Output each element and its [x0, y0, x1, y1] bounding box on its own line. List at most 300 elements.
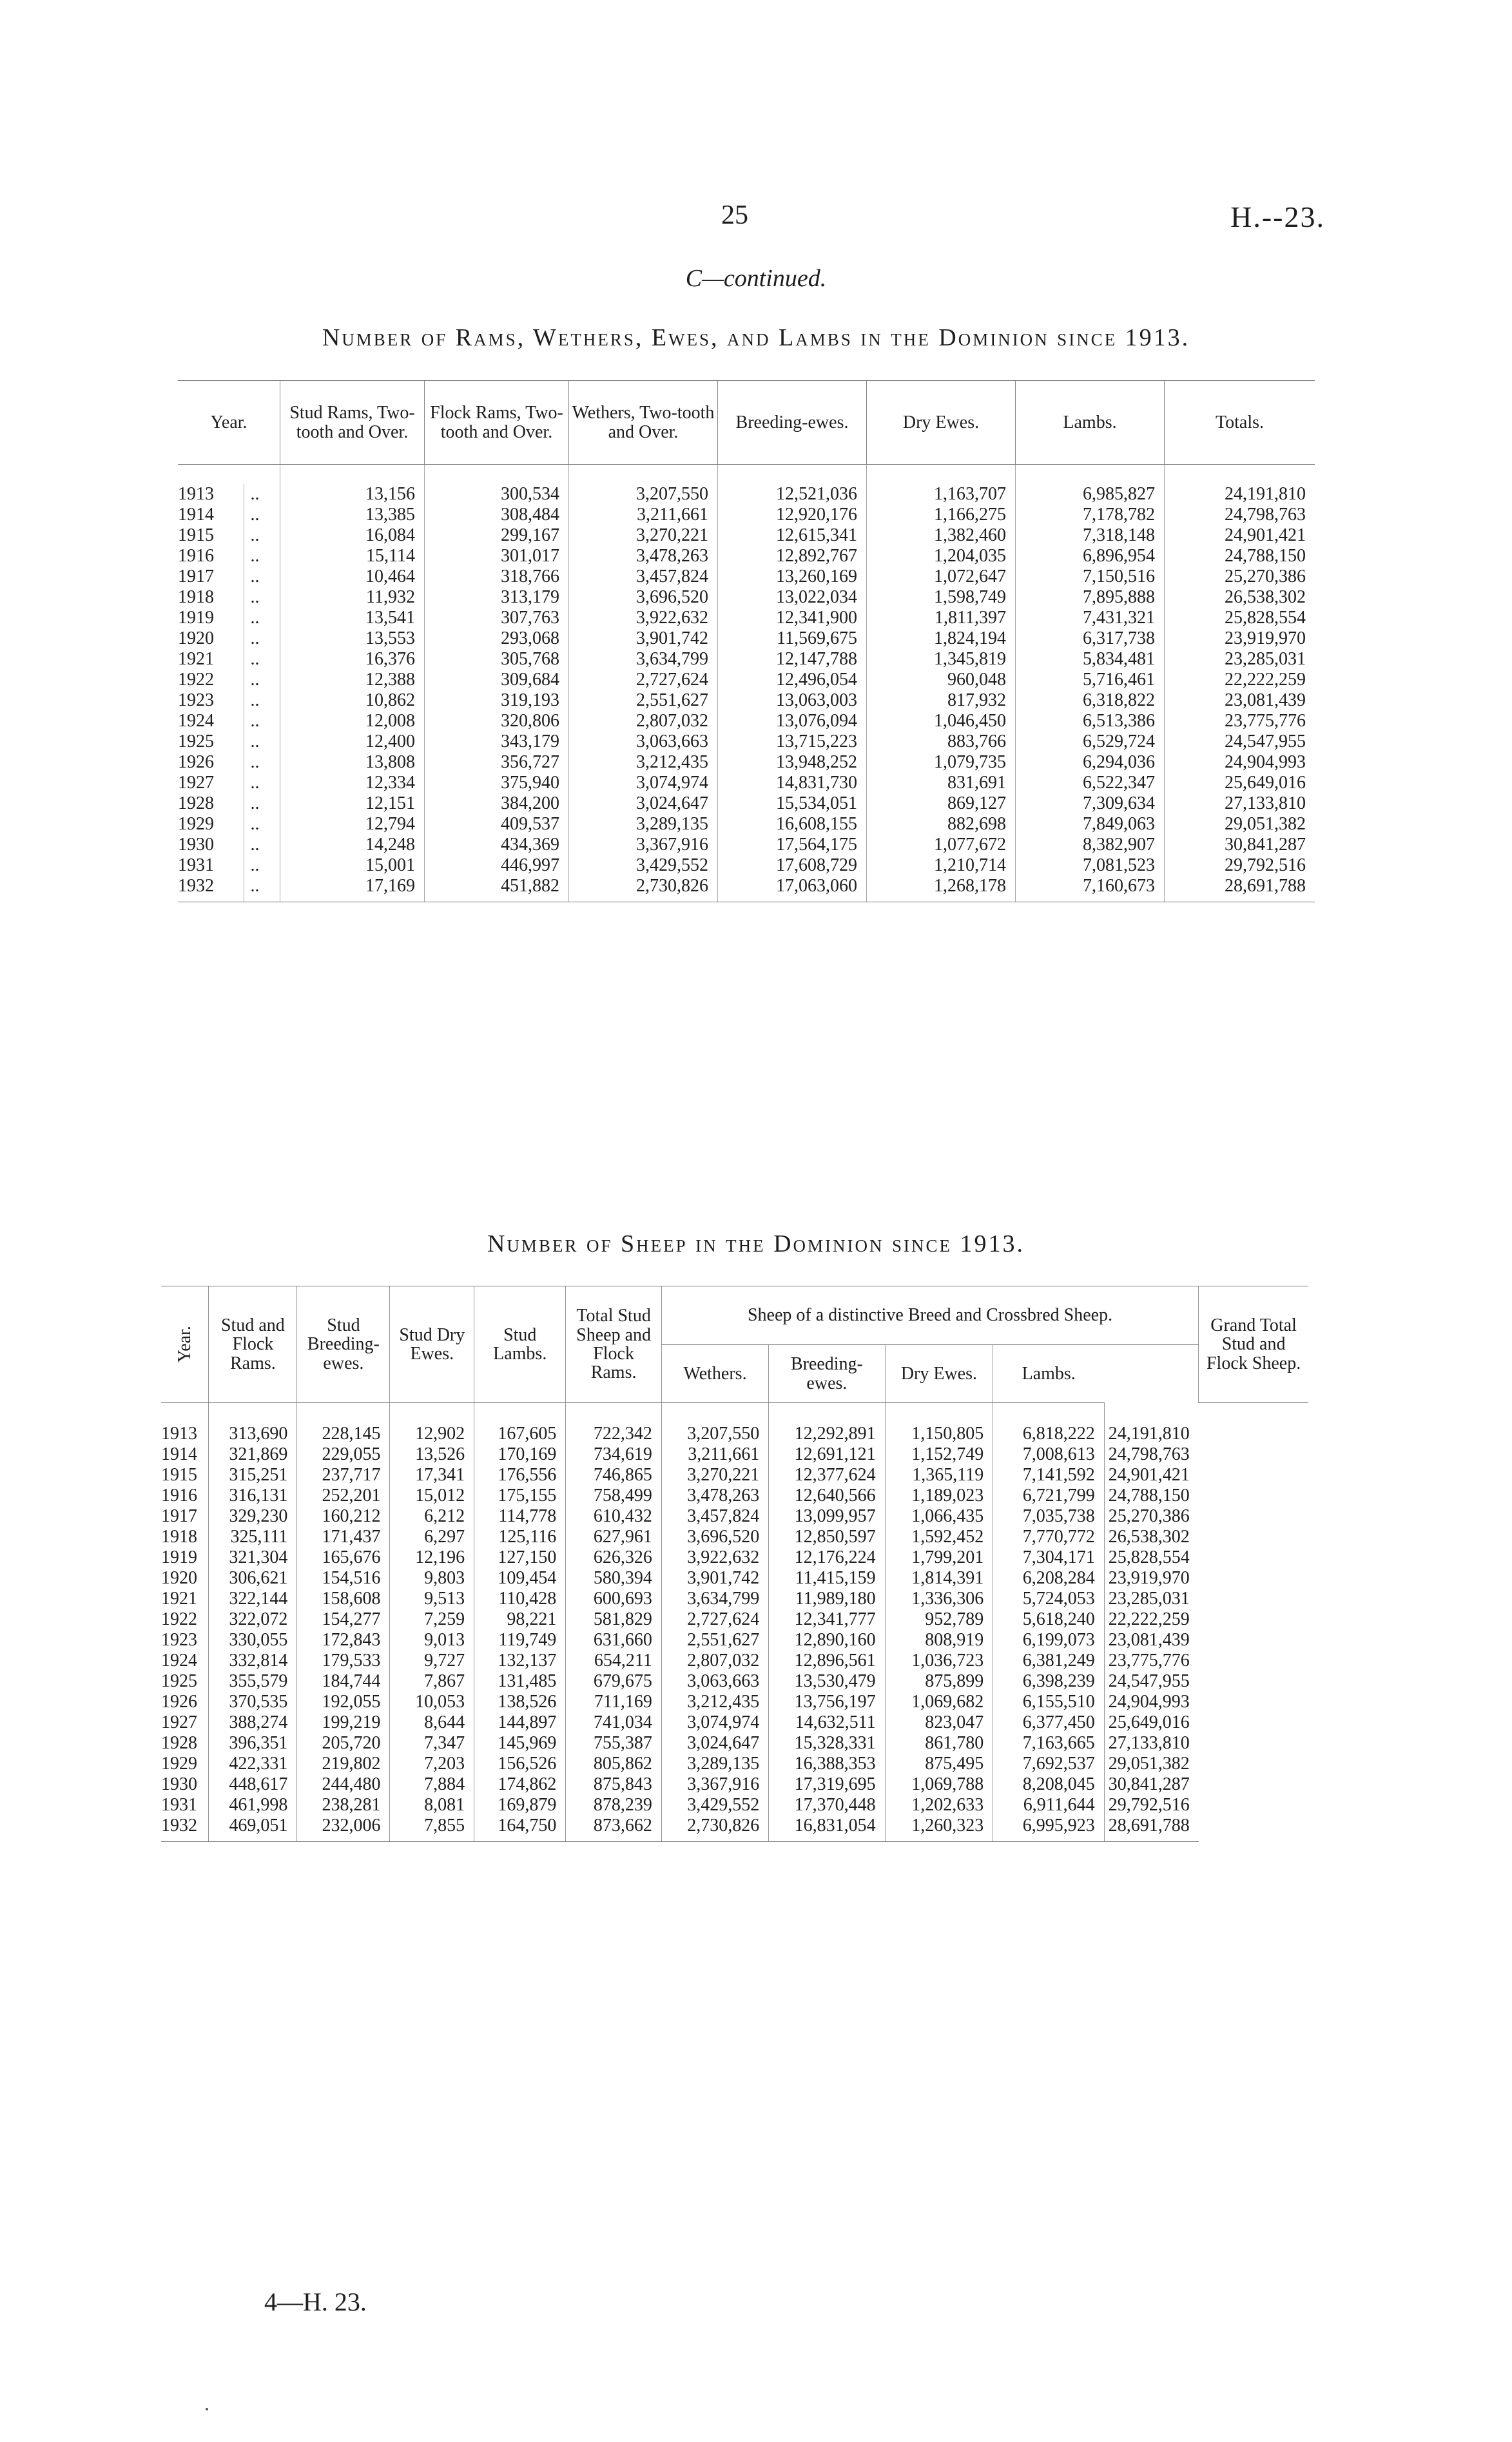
- value-cell: 6,318,822: [1016, 690, 1165, 711]
- value-cell: 1,260,323: [885, 1816, 993, 1842]
- year-cell: 1913: [178, 484, 214, 504]
- year-cell: 1929: [161, 1754, 197, 1774]
- value-cell: 9,803: [390, 1568, 474, 1589]
- value-cell: 422,331: [209, 1754, 297, 1774]
- value-cell: 15,534,051: [718, 793, 867, 814]
- leader-dots: ..: [244, 525, 280, 546]
- value-cell: 127,150: [474, 1547, 566, 1568]
- table-row: [161, 1486, 1308, 1506]
- value-cell: 320,806: [425, 711, 569, 732]
- value-cell: 610,432: [566, 1506, 662, 1527]
- value-cell: 6,212: [390, 1506, 474, 1527]
- value-cell: 24,904,993: [1165, 752, 1315, 773]
- value-cell: 23,919,970: [1104, 1568, 1199, 1589]
- col-grand-total: Grand Total Stud and Flock Sheep.: [1199, 1286, 1308, 1403]
- value-cell: 12,496,054: [718, 670, 867, 690]
- value-cell: 3,212,435: [569, 752, 718, 773]
- value-cell: 26,538,302: [1165, 587, 1315, 608]
- value-cell: 7,867: [390, 1671, 474, 1692]
- value-cell: 17,341: [390, 1465, 474, 1486]
- value-cell: 238,281: [297, 1795, 390, 1816]
- value-cell: 27,133,810: [1104, 1733, 1199, 1754]
- value-cell: 164,750: [474, 1816, 566, 1842]
- value-cell: 1,365,119: [885, 1465, 993, 1486]
- value-cell: 301,017: [425, 546, 569, 567]
- value-cell: 13,385: [280, 505, 425, 525]
- value-cell: 167,605: [474, 1424, 566, 1444]
- value-cell: 300,534: [425, 484, 569, 505]
- table-row: [178, 793, 1315, 814]
- value-cell: 1,202,633: [885, 1795, 993, 1816]
- year-cell: 1917: [178, 567, 214, 586]
- value-cell: 3,634,799: [569, 649, 718, 670]
- value-cell: 758,499: [566, 1486, 662, 1506]
- value-cell: 154,516: [297, 1568, 390, 1589]
- value-cell: 1,072,647: [867, 567, 1016, 587]
- value-cell: 581,829: [566, 1609, 662, 1630]
- value-cell: 25,270,386: [1165, 567, 1315, 587]
- value-cell: 158,608: [297, 1589, 390, 1609]
- value-cell: 145,969: [474, 1733, 566, 1754]
- col-lambs: Lambs.: [1016, 381, 1165, 465]
- leader-dots: ..: [244, 505, 280, 525]
- value-cell: 199,219: [297, 1712, 390, 1733]
- table-row: [161, 1465, 1308, 1486]
- value-cell: 3,207,550: [661, 1424, 768, 1444]
- value-cell: 13,530,479: [769, 1671, 885, 1692]
- value-cell: 2,807,032: [661, 1651, 768, 1671]
- value-cell: 25,828,554: [1165, 608, 1315, 628]
- value-cell: 3,478,263: [569, 546, 718, 567]
- value-cell: 24,901,421: [1104, 1465, 1199, 1486]
- value-cell: 7,259: [390, 1609, 474, 1630]
- year-cell: 1915: [178, 525, 214, 545]
- table-row: [161, 1609, 1308, 1630]
- value-cell: 172,843: [297, 1630, 390, 1651]
- value-cell: 5,716,461: [1016, 670, 1165, 690]
- value-cell: 11,415,159: [769, 1568, 885, 1589]
- value-cell: 30,841,287: [1104, 1774, 1199, 1795]
- value-cell: 5,618,240: [993, 1609, 1104, 1630]
- table-row: [178, 752, 1315, 773]
- value-cell: 952,789: [885, 1609, 993, 1630]
- value-cell: 12,377,624: [769, 1465, 885, 1486]
- year-cell: 1915: [161, 1465, 197, 1485]
- value-cell: 144,897: [474, 1712, 566, 1733]
- value-cell: 3,429,552: [661, 1795, 768, 1816]
- value-cell: 307,763: [425, 608, 569, 628]
- year-cell: 1926: [161, 1692, 197, 1712]
- value-cell: 13,541: [280, 608, 425, 628]
- value-cell: 132,137: [474, 1651, 566, 1671]
- table-1-header-row: [178, 381, 1315, 465]
- table-row: [178, 649, 1315, 670]
- year-cell: 1928: [161, 1733, 197, 1753]
- value-cell: 7,150,516: [1016, 567, 1165, 587]
- table-row: [178, 835, 1315, 855]
- value-cell: 306,621: [209, 1568, 297, 1589]
- value-cell: 13,715,223: [718, 732, 867, 752]
- leader-dots: ..: [244, 814, 280, 835]
- value-cell: 175,155: [474, 1486, 566, 1506]
- value-cell: 13,553: [280, 628, 425, 649]
- value-cell: 746,865: [566, 1465, 662, 1486]
- year-cell: 1917: [161, 1506, 197, 1526]
- table-row: [178, 525, 1315, 546]
- table-row: [178, 876, 1315, 902]
- value-cell: 12,151: [280, 793, 425, 814]
- col-flock-rams: Flock Rams, Two-tooth and Over.: [425, 381, 569, 465]
- value-cell: 6,297: [390, 1527, 474, 1547]
- value-cell: 448,617: [209, 1774, 297, 1795]
- value-cell: 3,063,663: [661, 1671, 768, 1692]
- value-cell: 154,277: [297, 1609, 390, 1630]
- value-cell: 174,862: [474, 1774, 566, 1795]
- value-cell: 461,998: [209, 1795, 297, 1816]
- value-cell: 8,382,907: [1016, 835, 1165, 855]
- value-cell: 12,892,767: [718, 546, 867, 567]
- table-row: [161, 1589, 1308, 1609]
- value-cell: 14,831,730: [718, 773, 867, 793]
- value-cell: 8,081: [390, 1795, 474, 1816]
- leader-dots: ..: [244, 608, 280, 628]
- year-cell: 1922: [178, 670, 214, 690]
- leader-dots: ..: [244, 752, 280, 773]
- value-cell: 831,691: [867, 773, 1016, 793]
- value-cell: 14,248: [280, 835, 425, 855]
- value-cell: 12,890,160: [769, 1630, 885, 1651]
- value-cell: 1,598,749: [867, 587, 1016, 608]
- value-cell: 332,814: [209, 1651, 297, 1671]
- value-cell: 1,077,672: [867, 835, 1016, 855]
- leader-dots: ..: [244, 855, 280, 876]
- value-cell: 808,919: [885, 1630, 993, 1651]
- year-cell: 1924: [161, 1651, 197, 1671]
- value-cell: 6,529,724: [1016, 732, 1165, 752]
- table-1-title: Number of Rams, Wethers, Ewes, and Lambs in the Dominion since 1913.: [322, 324, 1190, 351]
- year-cell: 1932: [161, 1816, 209, 1842]
- value-cell: 169,879: [474, 1795, 566, 1816]
- value-cell: 252,201: [297, 1486, 390, 1506]
- value-cell: 29,051,382: [1165, 814, 1315, 835]
- value-cell: 3,289,135: [569, 814, 718, 835]
- value-cell: 7,008,613: [993, 1444, 1104, 1465]
- table-row: [161, 1712, 1308, 1733]
- value-cell: 12,615,341: [718, 525, 867, 546]
- leader-dots: ..: [244, 876, 280, 902]
- value-cell: 8,208,045: [993, 1774, 1104, 1795]
- value-cell: 13,156: [280, 484, 425, 505]
- value-cell: 451,882: [425, 876, 569, 902]
- value-cell: 110,428: [474, 1589, 566, 1609]
- value-cell: 6,522,347: [1016, 773, 1165, 793]
- value-cell: 3,696,520: [661, 1527, 768, 1547]
- value-cell: 3,024,647: [661, 1733, 768, 1754]
- value-cell: 875,495: [885, 1754, 993, 1774]
- col-year: [161, 1286, 209, 1403]
- value-cell: 2,807,032: [569, 711, 718, 732]
- value-cell: 875,899: [885, 1671, 993, 1692]
- value-cell: 17,063,060: [718, 876, 867, 902]
- value-cell: 960,048: [867, 670, 1016, 690]
- year-cell: 1921: [178, 649, 214, 669]
- year-cell: 1921: [161, 1589, 197, 1609]
- value-cell: 6,398,239: [993, 1671, 1104, 1692]
- value-cell: 434,369: [425, 835, 569, 855]
- value-cell: 1,592,452: [885, 1527, 993, 1547]
- value-cell: 17,169: [280, 876, 425, 902]
- table-row: [161, 1754, 1308, 1774]
- value-cell: 2,727,624: [661, 1609, 768, 1630]
- value-cell: 7,770,772: [993, 1527, 1104, 1547]
- value-cell: 3,063,663: [569, 732, 718, 752]
- col-wethers: Wethers, Two-tooth and Over.: [569, 381, 718, 465]
- leader-dots: ..: [244, 484, 280, 505]
- value-cell: 722,342: [566, 1424, 662, 1444]
- value-cell: 1,069,788: [885, 1774, 993, 1795]
- value-cell: 10,464: [280, 567, 425, 587]
- value-cell: 13,948,252: [718, 752, 867, 773]
- col-breeding-ewes: Breeding-ewes.: [769, 1345, 885, 1403]
- value-cell: 25,649,016: [1165, 773, 1315, 793]
- value-cell: 3,922,632: [569, 608, 718, 628]
- year-cell: 1931: [178, 855, 214, 875]
- value-cell: 119,749: [474, 1630, 566, 1651]
- value-cell: 384,200: [425, 793, 569, 814]
- year-cell: 1914: [178, 505, 214, 525]
- value-cell: 3,696,520: [569, 587, 718, 608]
- value-cell: 23,919,970: [1165, 628, 1315, 649]
- value-cell: 22,222,259: [1165, 670, 1315, 690]
- value-cell: 1,163,707: [867, 484, 1016, 505]
- value-cell: 11,932: [280, 587, 425, 608]
- value-cell: 15,001: [280, 855, 425, 876]
- page-number: 25: [721, 200, 748, 230]
- value-cell: 13,808: [280, 752, 425, 773]
- value-cell: 3,270,221: [569, 525, 718, 546]
- col-wethers: Wethers.: [661, 1345, 768, 1403]
- value-cell: 15,114: [280, 546, 425, 567]
- value-cell: 229,055: [297, 1444, 390, 1465]
- col-dry-ewes: Dry Ewes.: [867, 381, 1016, 465]
- table-row: [161, 1568, 1308, 1589]
- value-cell: 14,632,511: [769, 1712, 885, 1733]
- value-cell: 1,150,805: [885, 1424, 993, 1444]
- value-cell: 7,855: [390, 1816, 474, 1842]
- table-row: [161, 1527, 1308, 1547]
- value-cell: 3,207,550: [569, 484, 718, 505]
- value-cell: 318,766: [425, 567, 569, 587]
- value-cell: 26,538,302: [1104, 1527, 1199, 1547]
- value-cell: 1,066,435: [885, 1506, 993, 1527]
- value-cell: 24,901,421: [1165, 525, 1315, 546]
- value-cell: 25,270,386: [1104, 1506, 1199, 1527]
- value-cell: 16,084: [280, 525, 425, 546]
- value-cell: 13,260,169: [718, 567, 867, 587]
- value-cell: 6,896,954: [1016, 546, 1165, 567]
- value-cell: 29,051,382: [1104, 1754, 1199, 1774]
- value-cell: 7,318,148: [1016, 525, 1165, 546]
- value-cell: 325,111: [209, 1527, 297, 1547]
- value-cell: 12,794: [280, 814, 425, 835]
- value-cell: 8,644: [390, 1712, 474, 1733]
- value-cell: 16,376: [280, 649, 425, 670]
- value-cell: 11,989,180: [769, 1589, 885, 1609]
- value-cell: 330,055: [209, 1630, 297, 1651]
- leader-dots: ..: [244, 628, 280, 649]
- value-cell: 1,204,035: [867, 546, 1016, 567]
- value-cell: 12,176,224: [769, 1547, 885, 1568]
- table-row: [178, 505, 1315, 525]
- table-row: [178, 484, 1315, 505]
- value-cell: 9,727: [390, 1651, 474, 1671]
- value-cell: 3,270,221: [661, 1465, 768, 1486]
- col-dry-ewes: Dry Ewes.: [885, 1345, 993, 1403]
- value-cell: 28,691,788: [1165, 876, 1315, 902]
- table-row: [178, 711, 1315, 732]
- value-cell: 7,347: [390, 1733, 474, 1754]
- leader-dots: ..: [244, 567, 280, 587]
- value-cell: 1,382,460: [867, 525, 1016, 546]
- year-cell: 1929: [178, 814, 214, 834]
- value-cell: 7,884: [390, 1774, 474, 1795]
- value-cell: 6,317,738: [1016, 628, 1165, 649]
- value-cell: 23,775,776: [1165, 711, 1315, 732]
- value-cell: 299,167: [425, 525, 569, 546]
- value-cell: 2,551,627: [661, 1630, 768, 1651]
- value-cell: 11,569,675: [718, 628, 867, 649]
- value-cell: 388,274: [209, 1712, 297, 1733]
- value-cell: 6,199,073: [993, 1630, 1104, 1651]
- table-row: [161, 1795, 1308, 1816]
- value-cell: 7,431,321: [1016, 608, 1165, 628]
- value-cell: 244,480: [297, 1774, 390, 1795]
- value-cell: 184,744: [297, 1671, 390, 1692]
- value-cell: 626,326: [566, 1547, 662, 1568]
- value-cell: 24,904,993: [1104, 1692, 1199, 1712]
- value-cell: 293,068: [425, 628, 569, 649]
- table-row: [161, 1424, 1308, 1444]
- value-cell: 3,211,661: [661, 1444, 768, 1465]
- value-cell: 160,212: [297, 1506, 390, 1527]
- value-cell: 1,336,306: [885, 1589, 993, 1609]
- value-cell: 16,831,054: [769, 1816, 885, 1842]
- value-cell: 861,780: [885, 1733, 993, 1754]
- value-cell: 29,792,516: [1104, 1795, 1199, 1816]
- value-cell: 12,388: [280, 670, 425, 690]
- value-cell: 3,457,824: [661, 1506, 768, 1527]
- value-cell: 3,289,135: [661, 1754, 768, 1774]
- table-row: [178, 855, 1315, 876]
- year-cell: 1916: [161, 1486, 197, 1506]
- value-cell: 3,212,435: [661, 1692, 768, 1712]
- value-cell: 171,437: [297, 1527, 390, 1547]
- value-cell: 12,334: [280, 773, 425, 793]
- value-cell: 6,294,036: [1016, 752, 1165, 773]
- value-cell: 6,381,249: [993, 1651, 1104, 1671]
- value-cell: 3,901,742: [569, 628, 718, 649]
- value-cell: 7,309,634: [1016, 793, 1165, 814]
- value-cell: 469,051: [209, 1816, 297, 1842]
- value-cell: 24,788,150: [1104, 1486, 1199, 1506]
- value-cell: 308,484: [425, 505, 569, 525]
- value-cell: 741,034: [566, 1712, 662, 1733]
- col-total-stud: Total Stud Sheep and Flock Rams.: [566, 1286, 662, 1403]
- value-cell: 7,203: [390, 1754, 474, 1774]
- value-cell: 12,850,597: [769, 1527, 885, 1547]
- value-cell: 219,802: [297, 1754, 390, 1774]
- value-cell: 23,285,031: [1165, 649, 1315, 670]
- value-cell: 24,798,763: [1165, 505, 1315, 525]
- year-cell: 1920: [161, 1568, 197, 1588]
- value-cell: 25,828,554: [1104, 1547, 1199, 1568]
- value-cell: 309,684: [425, 670, 569, 690]
- table-row: [161, 1547, 1308, 1568]
- value-cell: 1,189,023: [885, 1486, 993, 1506]
- col-year-label: Year.: [174, 1326, 195, 1363]
- col-breeding-ewes: Breeding-ewes.: [718, 381, 867, 465]
- value-cell: 13,756,197: [769, 1692, 885, 1712]
- value-cell: 232,006: [297, 1816, 390, 1842]
- value-cell: 30,841,287: [1165, 835, 1315, 855]
- value-cell: 7,692,537: [993, 1754, 1104, 1774]
- value-cell: 7,163,665: [993, 1733, 1104, 1754]
- year-cell: 1913: [161, 1424, 197, 1444]
- value-cell: 16,608,155: [718, 814, 867, 835]
- table-row: [161, 1671, 1308, 1692]
- value-cell: 23,775,776: [1104, 1651, 1199, 1671]
- value-cell: 1,069,682: [885, 1692, 993, 1712]
- value-cell: 356,727: [425, 752, 569, 773]
- table-row: [161, 1630, 1308, 1651]
- value-cell: 3,901,742: [661, 1568, 768, 1589]
- value-cell: 321,869: [209, 1444, 297, 1465]
- sheep-in-dominion-table: [161, 1286, 1308, 1842]
- value-cell: 2,551,627: [569, 690, 718, 711]
- value-cell: 319,193: [425, 690, 569, 711]
- year-cell: 1919: [161, 1547, 197, 1567]
- value-cell: 409,537: [425, 814, 569, 835]
- table-row: [178, 814, 1315, 835]
- value-cell: 29,792,516: [1165, 855, 1315, 876]
- value-cell: 6,995,923: [993, 1816, 1104, 1842]
- value-cell: 2,730,826: [661, 1816, 768, 1842]
- year-cell: 1919: [178, 608, 214, 628]
- year-cell: 1924: [178, 711, 214, 731]
- value-cell: 6,721,799: [993, 1486, 1104, 1506]
- value-cell: 15,012: [390, 1486, 474, 1506]
- leader-dots: ..: [244, 649, 280, 670]
- year-cell: 1930: [161, 1774, 197, 1794]
- value-cell: 12,341,777: [769, 1609, 885, 1630]
- table-row: [161, 1444, 1308, 1465]
- year-cell: 1925: [178, 732, 214, 751]
- value-cell: 3,922,632: [661, 1547, 768, 1568]
- value-cell: 12,640,566: [769, 1486, 885, 1506]
- col-lambs: Lambs.: [993, 1345, 1104, 1403]
- value-cell: 7,849,063: [1016, 814, 1165, 835]
- value-cell: 17,370,448: [769, 1795, 885, 1816]
- value-cell: 1,811,397: [867, 608, 1016, 628]
- leader-dots: ..: [244, 793, 280, 814]
- value-cell: 1,036,723: [885, 1651, 993, 1671]
- value-cell: 98,221: [474, 1609, 566, 1630]
- value-cell: 22,222,259: [1104, 1609, 1199, 1630]
- value-cell: 13,022,034: [718, 587, 867, 608]
- value-cell: 12,400: [280, 732, 425, 752]
- value-cell: 237,717: [297, 1465, 390, 1486]
- value-cell: 5,724,053: [993, 1589, 1104, 1609]
